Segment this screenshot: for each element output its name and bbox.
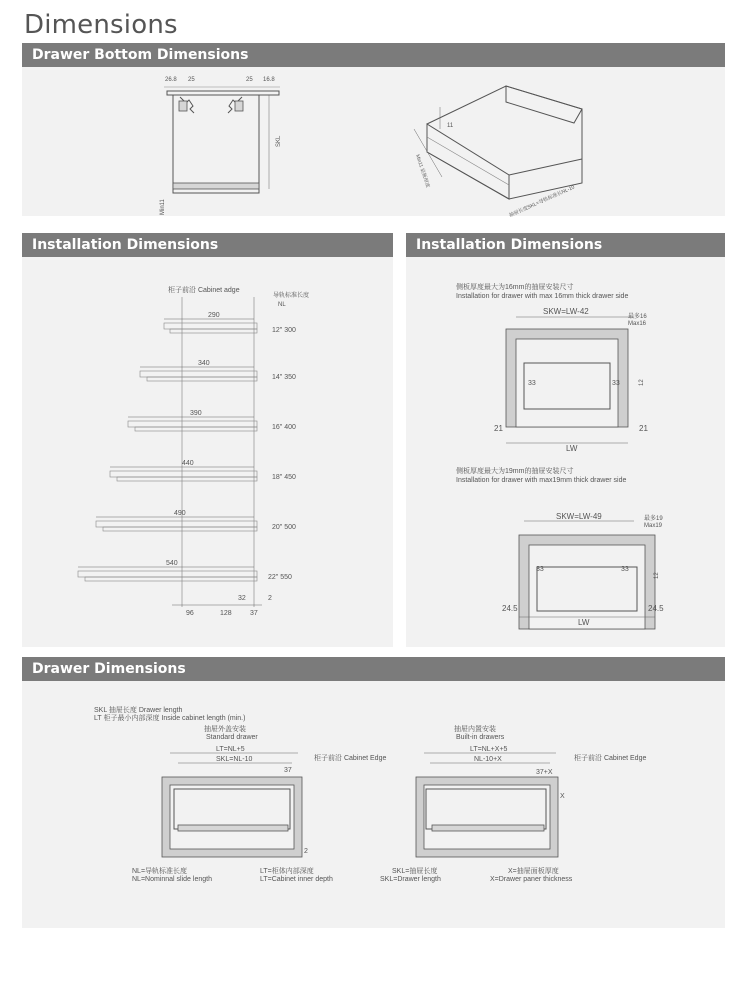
dim-128: 128 <box>220 610 232 617</box>
row-size: 16" 400 <box>272 424 296 431</box>
bi-cn: 抽屉内置安装 <box>454 726 496 733</box>
row-dim: 390 <box>190 410 202 417</box>
std-cab-edge: 柜子前沿 Cabinet Edge <box>314 755 387 762</box>
std-2: 2 <box>304 848 308 855</box>
d1-skw: SKW=LW-42 <box>543 307 589 316</box>
d2-side-right: 24.5 <box>648 604 664 613</box>
row-size: 12" 300 <box>272 327 296 334</box>
legend-skl-en: SKL=Drawer length <box>380 876 441 883</box>
dim-25-left: 25 <box>188 77 195 83</box>
legend-x-cn: X=抽屉面板厚度 <box>508 868 559 875</box>
d1-en: Installation for drawer with max 16mm thick drawer side <box>456 293 629 300</box>
slide-row <box>128 410 296 431</box>
std-37: 37 <box>284 767 292 774</box>
install-right-panel <box>406 233 725 647</box>
cabinet-edge-label: 柜子前沿 Cabinet adge <box>168 287 240 294</box>
dim-26-8: 26.8 <box>165 77 177 83</box>
row-dim: 540 <box>166 560 178 567</box>
page-title: Dimensions <box>24 10 178 40</box>
row-size: 22" 550 <box>268 574 292 581</box>
drawer-dims-diagram <box>22 681 725 928</box>
skl-line: SKL 抽屉长度 Drawer length <box>94 707 183 714</box>
d2-max: Max19 <box>644 523 663 529</box>
d1-12: 12 <box>639 379 645 386</box>
drawer-dims-panel <box>22 657 725 928</box>
standard-drawer-diagram <box>162 724 386 857</box>
std-skl: SKL=NL-10 <box>216 756 253 763</box>
slide-row <box>96 510 296 531</box>
d2-skw: SKW=LW-49 <box>556 512 602 521</box>
slide-row <box>78 560 292 581</box>
bi-en: Built-in drawers <box>456 734 505 741</box>
section-header-drawer-bottom: Drawer Bottom Dimensions <box>22 43 725 67</box>
dim-25-right: 25 <box>246 77 253 83</box>
d2-33-right: 33 <box>621 566 629 573</box>
d1-33-left: 33 <box>528 380 536 387</box>
d2-side-left: 24.5 <box>502 604 518 613</box>
bi-nl: NL-10+X <box>474 756 502 763</box>
nl-label: NL <box>278 302 286 308</box>
std-cn: 抽屉外盖安装 <box>204 726 246 733</box>
section-header-install-right: Installation Dimensions <box>406 233 725 257</box>
std-en: Standard drawer <box>206 734 258 741</box>
slide-row <box>164 312 296 334</box>
dim-2: 2 <box>268 595 272 602</box>
section-header-install-left: Installation Dimensions <box>22 233 393 257</box>
skl-label: SKL <box>276 135 282 147</box>
d1-cn: 侧板厚度最大为16mm的抽屉安装尺寸 <box>456 284 574 291</box>
perspective-drawer-view <box>414 86 582 219</box>
install-left-panel <box>22 233 393 647</box>
nl-cn-label: 导轨标准长度 <box>273 293 310 299</box>
drawer-bottom-panel <box>22 43 725 219</box>
d1-side-left: 21 <box>494 424 503 433</box>
legend-nl-cn: NL=导轨标准长度 <box>132 868 188 875</box>
d1-side-right: 21 <box>639 424 648 433</box>
dim-96: 96 <box>186 610 194 617</box>
bi-cab-edge: 柜子前沿 Cabinet Edge <box>574 755 647 762</box>
bi-lt: LT=NL+X+5 <box>470 746 508 753</box>
install-right-diagram <box>406 257 725 647</box>
builtin-drawer-diagram <box>416 724 646 857</box>
front-section-view <box>160 77 282 215</box>
drawer-bottom-diagram <box>22 67 725 219</box>
row-dim: 340 <box>198 360 210 367</box>
dim-16-8: 16.8 <box>263 77 275 83</box>
d1-33-right: 33 <box>612 380 620 387</box>
row-size: 14" 350 <box>272 374 296 381</box>
min11-label: Min11 <box>160 199 166 215</box>
slide-rows <box>78 312 296 581</box>
row-size: 18" 450 <box>272 474 296 481</box>
slide-row <box>140 360 296 381</box>
d2-max-cn: 最多19 <box>644 516 663 522</box>
row-dim: 290 <box>208 312 220 319</box>
std-lt: LT=NL+5 <box>216 746 245 753</box>
row-dim: 440 <box>182 460 194 467</box>
section-header-drawer-dims: Drawer Dimensions <box>22 657 725 681</box>
row-dim: 490 <box>174 510 186 517</box>
legend-nl-en: NL=Nominnal slide length <box>132 876 212 883</box>
persp-11: 11 <box>447 123 454 129</box>
bi-x: X <box>560 793 565 800</box>
d2-12: 12 <box>654 572 660 579</box>
d1-max-cn: 最多16 <box>628 314 647 320</box>
lt-line: LT 柜子最小内部深度 Inside cabinet length (min.) <box>94 715 246 722</box>
persp-skl: 抽屉长度SKL=导轨标准长NL-10 <box>508 184 576 219</box>
bi-37: 37+X <box>536 769 553 776</box>
d2-en: Installation for drawer with max19mm thick drawer side <box>456 477 627 484</box>
slide-row <box>110 460 296 481</box>
legend-lt-en: LT=Cabinet inner depth <box>260 876 333 883</box>
install-left-diagram <box>22 257 393 647</box>
d1-lw: LW <box>566 444 578 453</box>
d2-cn: 侧板厚度最大为19mm的抽屉安装尺寸 <box>456 468 574 475</box>
persp-min11: Min11 底板厚度 <box>414 153 431 189</box>
d2-lw: LW <box>578 618 590 627</box>
legend-lt-cn: LT=柜体内部深度 <box>260 868 314 875</box>
dim-37: 37 <box>250 610 258 617</box>
d2-33-left: 33 <box>536 566 544 573</box>
d1-max: Max16 <box>628 321 647 327</box>
legend-skl-cn: SKL=抽屉长度 <box>392 868 438 875</box>
legend-x-en: X=Drawer paner thickness <box>490 876 573 883</box>
dim-32: 32 <box>238 595 246 602</box>
row-size: 20" 500 <box>272 524 296 531</box>
